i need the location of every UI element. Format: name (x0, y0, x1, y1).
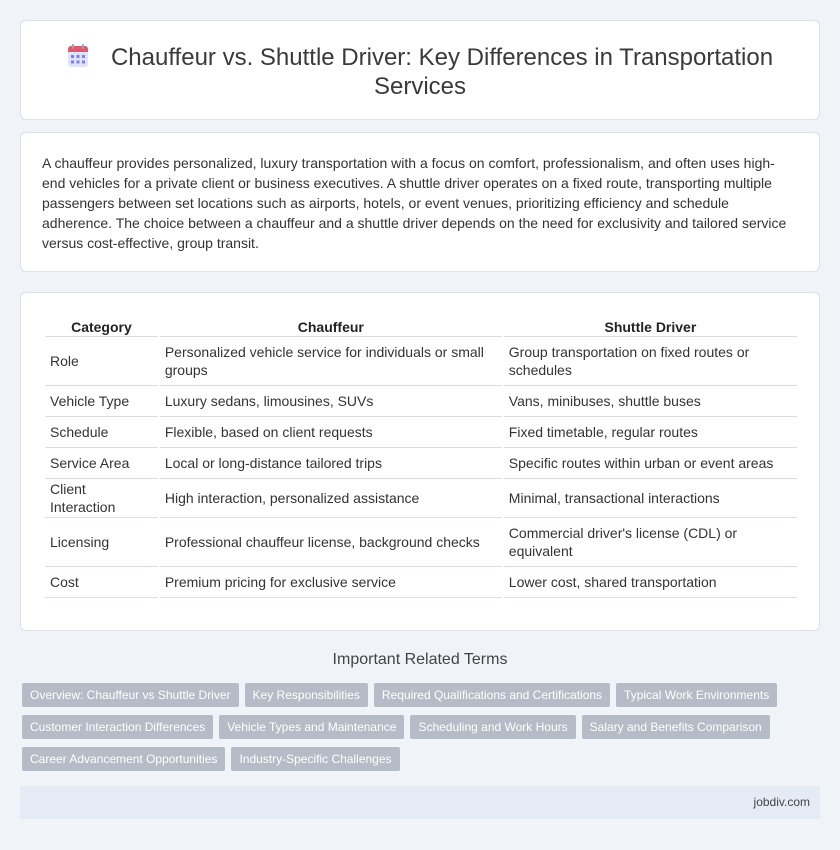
comparison-card (20, 292, 820, 631)
row-category: Licensing (45, 518, 158, 567)
calendar-icon (67, 44, 89, 68)
row-chauffeur: Premium pricing for exclusive service (160, 567, 502, 598)
related-term-link[interactable]: Vehicle Types and Maintenance (219, 715, 404, 739)
row-category: Cost (45, 567, 158, 598)
table-header-row (45, 315, 797, 337)
related-term-link[interactable]: Overview: Chauffeur vs Shuttle Driver (22, 683, 239, 707)
row-shuttle-driver: Commercial driver's license (CDL) or equivalent (504, 518, 797, 567)
header-card (20, 20, 820, 120)
row-shuttle-driver: Minimal, transactional interactions (504, 479, 797, 518)
table-row (45, 417, 797, 448)
related-term-link[interactable]: Typical Work Environments (616, 683, 777, 707)
row-shuttle-driver: Vans, minibuses, shuttle buses (504, 386, 797, 417)
row-chauffeur: Local or long-distance tailored trips (160, 448, 502, 479)
related-term-link[interactable]: Industry-Specific Challenges (231, 747, 399, 771)
row-shuttle-driver: Fixed timetable, regular routes (504, 417, 797, 448)
table-row (45, 448, 797, 479)
related-term-link[interactable]: Salary and Benefits Comparison (582, 715, 770, 739)
row-chauffeur: Personalized vehicle service for individuals or small groups (160, 337, 502, 386)
intro-card (20, 132, 820, 272)
comparison-table (43, 315, 799, 598)
footer-site-link[interactable]: jobdiv.com (753, 795, 810, 809)
header-category: Category (45, 315, 158, 337)
related-term-link[interactable]: Scheduling and Work Hours (410, 715, 575, 739)
related-terms-list (22, 683, 812, 771)
row-chauffeur: Flexible, based on client requests (160, 417, 502, 448)
page-title: Chauffeur vs. Shuttle Driver: Key Differences in Transportation Services (110, 44, 774, 100)
row-category: Service Area (45, 448, 158, 479)
related-term-link[interactable]: Career Advancement Opportunities (22, 747, 225, 771)
row-category: Vehicle Type (45, 386, 158, 417)
intro-paragraph: A chauffeur provides personalized, luxury transportation with a focus on comfort, professionalism, and often uses high-end vehicles for a private client or business executives. A shuttle driver operates on a fixed route, transporting multiple passengers between set locations such as airports, hotels, or event venues, prioritizing efficiency and schedule adherence. The choice between a chauffeur and a shuttle driver depends on the need for exclusivity and tailored service versus cost-effective, group transit. (42, 155, 787, 251)
table-row (45, 518, 797, 567)
related-term-link[interactable]: Customer Interaction Differences (22, 715, 213, 739)
row-category: Client Interaction (45, 479, 158, 518)
header-shuttle-driver: Shuttle Driver (504, 315, 797, 337)
row-category: Role (45, 337, 158, 386)
related-terms-title: Important Related Terms (332, 651, 508, 668)
page-title-wrapper (21, 43, 819, 101)
row-shuttle-driver: Specific routes within urban or event areas (504, 448, 797, 479)
row-chauffeur: Professional chauffeur license, background checks (160, 518, 502, 567)
row-shuttle-driver: Lower cost, shared transportation (504, 567, 797, 598)
footer (20, 786, 820, 819)
row-chauffeur: Luxury sedans, limousines, SUVs (160, 386, 502, 417)
header-chauffeur: Chauffeur (160, 315, 502, 337)
table-row (45, 567, 797, 598)
row-shuttle-driver: Group transportation on fixed routes or schedules (504, 337, 797, 386)
row-category: Schedule (45, 417, 158, 448)
table-row (45, 337, 797, 386)
related-term-link[interactable]: Key Responsibilities (245, 683, 368, 707)
row-chauffeur: High interaction, personalized assistance (160, 479, 502, 518)
table-row (45, 386, 797, 417)
related-term-link[interactable]: Required Qualifications and Certifications (374, 683, 610, 707)
table-row (45, 479, 797, 518)
